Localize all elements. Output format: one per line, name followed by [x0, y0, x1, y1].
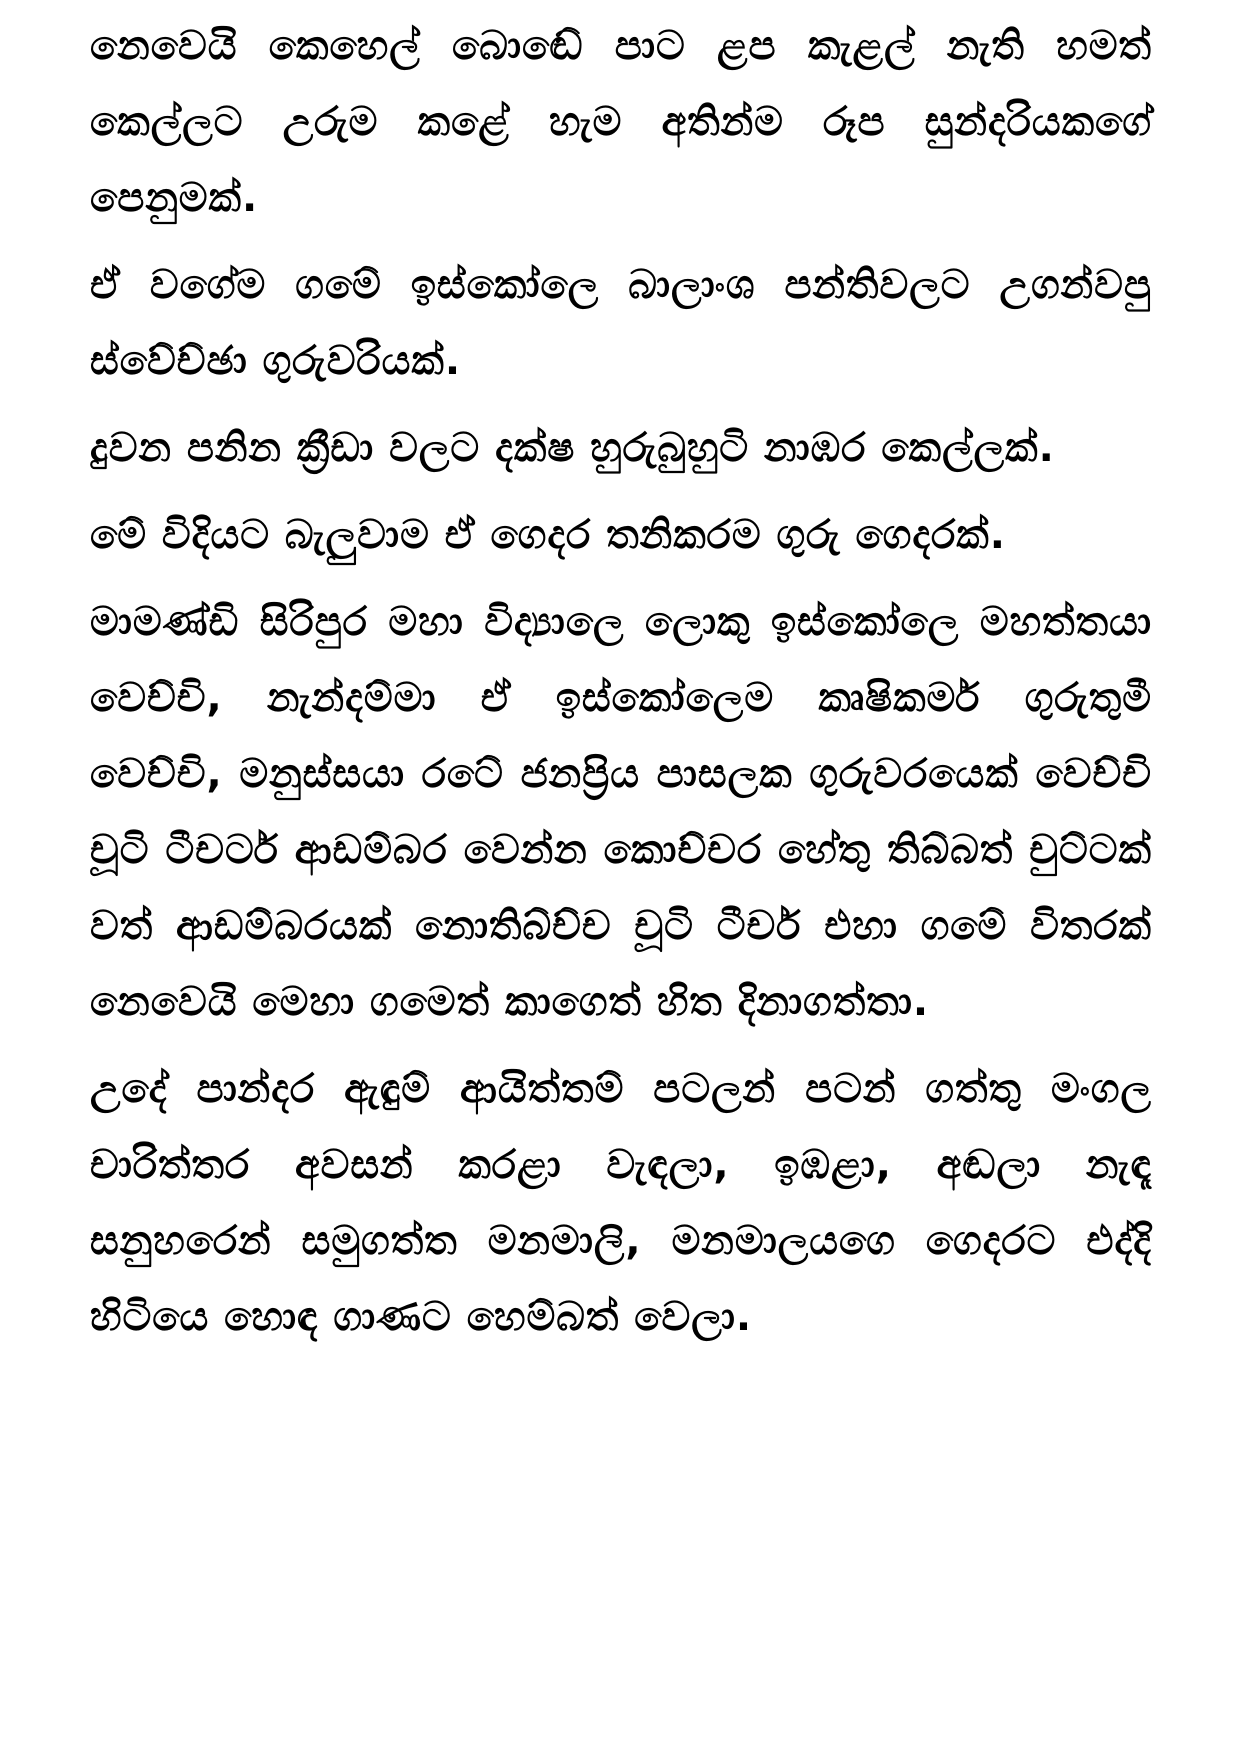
paragraph-2: ඒ වගේම ගමේ ඉස්කෝලෙ බාලාංශ පන්තිවලට උගන්වපු ස්වේච්ඡා ගුරුවරියක්. [90, 262, 1152, 384]
paragraph-5: මාමණ්ඩි සිරිපුර මහා විද්‍යාලෙ ලොකු ඉස්කෝලෙ මහත්තයා වෙච්චි, නැන්දම්මා ඒ ඉස්කෝලෙම කෘෂිකර්ම ගුරුතුමී වෙච්චි, මනුස්සයා රටේ ජනප්‍රිය පාසලක ගුරුවරයෙක් වෙච්චි චූටි ටීචර්ට ආඩම්බර වෙන්න කොච්චර හේතු තිබ්බත් චුට්ටක් වත් ආඩම්බරයක් නොතිබ්ච්ච චූටි ටීචර් එහා ගමේ විතරක් නෙවෙයි මෙහා ගමෙත් කාගෙත් හිත දිනාගත්තා. [90, 599, 1152, 1025]
paragraph-6: උදේ පාන්දර ඇඳුම් ආයිත්තම් පටලන් පටන් ගත්තු මංගල චාරිත්තර අවසන් කරළා වැඳලා, ඉඹළා, අඬලා නැඳෑ සනුහරෙන් සමුගත්ත මනමාලි, මනමාලයගෙ ගෙදරට එද්දි හිටියෙ හොඳ ගාණට හෙම්බත් වෙලා. [90, 1066, 1152, 1340]
paragraph-3: දුවන පනින ක්‍රීඩා වලට දක්ෂ හුරුබුහුටි නාඹර කෙල්ලක්. [90, 425, 1055, 471]
paragraph-1: නෙවෙයි කෙහෙල් බොඬේ පාට ළප කැළල් නැති හමත් කෙල්ලට උරුම කළේ හැම අතින්ම රූප සුන්දරියකගේ පෙනුමක්. [90, 23, 1152, 221]
document-page [90, 8, 1152, 1366]
paragraph-4: මේ විදියට බැලුවාම ඒ ගෙදර තනිකරම ගුරු ගෙදරක්. [90, 512, 1006, 558]
